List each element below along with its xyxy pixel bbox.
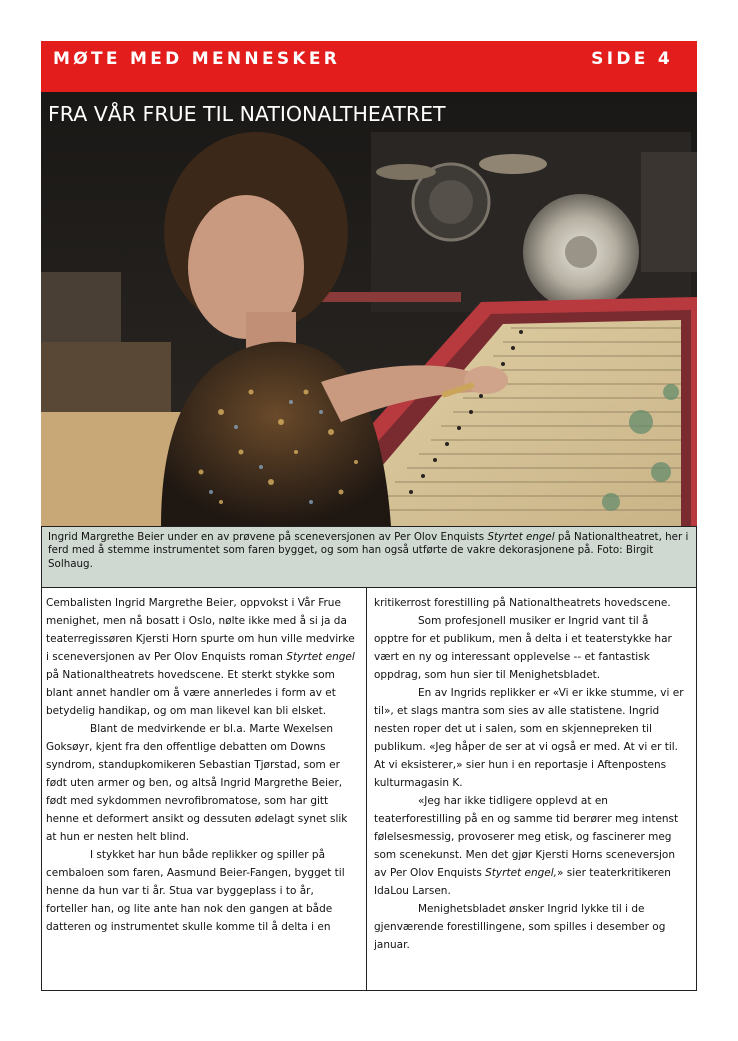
caption-italic-title: Styrtet engel [487,531,555,543]
paragraph: Menighetsbladet ønsker Ingrid lykke til i de gjenværende forestillingene, som spilles i desember og januar. [374,903,666,951]
article-title: FRA VÅR FRUE TIL NATIONALTHEATRET [48,102,446,126]
paragraph-text: på Nationaltheatrets hovedscene. Et sterkt stykke som blant annet handler om å være annerledes i form av et betydelig handikap, og om man likevel kan bli elsket. [46,669,336,717]
photo-caption [41,526,697,588]
paragraph: En av Ingrids replikker er «Vi er ikke stumme, vi er til», et slags mantra som sies av alle statistene. Ingrid nesten roper det ut i salen, som en skjennepreken til publikum. «Jeg håper de ser at vi også er med. At vi er til. At vi eksisterer,» sier hun i en reportasje i Aftenpostens kulturmagasin K. [374,687,684,789]
caption-text-2: på Nationaltheatret, her i ferd med å stemme instrumentet som faren bygget, og som han også utførte de vakre dekorasjonene på. Foto: Birgit Solhaug. [48,531,689,570]
paragraph [46,594,356,720]
paragraph [374,792,684,900]
paragraph-text: » sier teaterkritikeren IdaLou Larsen. [374,867,671,897]
article-photo [41,92,697,526]
page-header [41,41,697,92]
paragraph: Som profesjonell musiker er Ingrid vant til å opptre for et publikum, men å delta i et teaterstykke har vært en ny og interessant opplevelse -- et fantastisk oppdrag, som hun sier til Menighetsbladet. [374,615,672,681]
photo-illustration [41,92,697,526]
page-number: SIDE 4 [591,49,673,69]
column-divider [366,588,367,990]
caption-text: Ingrid Margrethe Beier under en av prøvene på sceneversjonen av Per Olov Enquists [48,531,488,543]
right-column [374,594,684,954]
paragraph-text: «Jeg har ikke tidligere opplevd at en teaterforestilling på en og samme tid berører meg intenst følelsesmessig, provoserer meg etisk, og fascinerer meg som scenekunst. Men det gjør Kjersti Horns sceneversjon av Per Olov Enquists [374,795,679,879]
italic-title: Styrtet engel, [485,867,557,879]
left-column [46,594,356,936]
article-body [41,588,697,991]
paragraph-text: Cembalisten Ingrid Margrethe Beier, oppvokst i Vår Frue menighet, men nå bosatt i Oslo, nølte ikke med å si ja da teaterregissøren Kjersti Horn spurte om hun ville medvirke i sceneversjonen av Per Olov Enquists roman [46,597,355,663]
section-title: MØTE MED MENNESKER [53,49,341,69]
italic-title: Styrtet engel [286,651,355,663]
paragraph: kritikerrost forestilling på Nationaltheatrets hovedscene. [374,597,671,609]
paragraph: I stykket har hun både replikker og spiller på cembaloen som faren, Aasmund Beier-Fangen, bygget til henne da hun var ti år. Stua var byggeplass i to år, forteller han, og lite ante han nok den gangen at både datteren og instrumentet skulle komme til å delta i en [46,849,345,933]
paragraph: Blant de medvirkende er bl.a. Marte Wexelsen Goksøyr, kjent fra den offentlige debatten om Downs syndrom, standupkomikeren Sebastian Tjørstad, som er født uten armer og ben, og altså Ingrid Margrethe Beier, født med sykdommen nevrofibromatose, som har gitt henne et deformert ansikt og dessuten ødelagt synet slik at hun er nesten helt blind. [46,723,348,843]
